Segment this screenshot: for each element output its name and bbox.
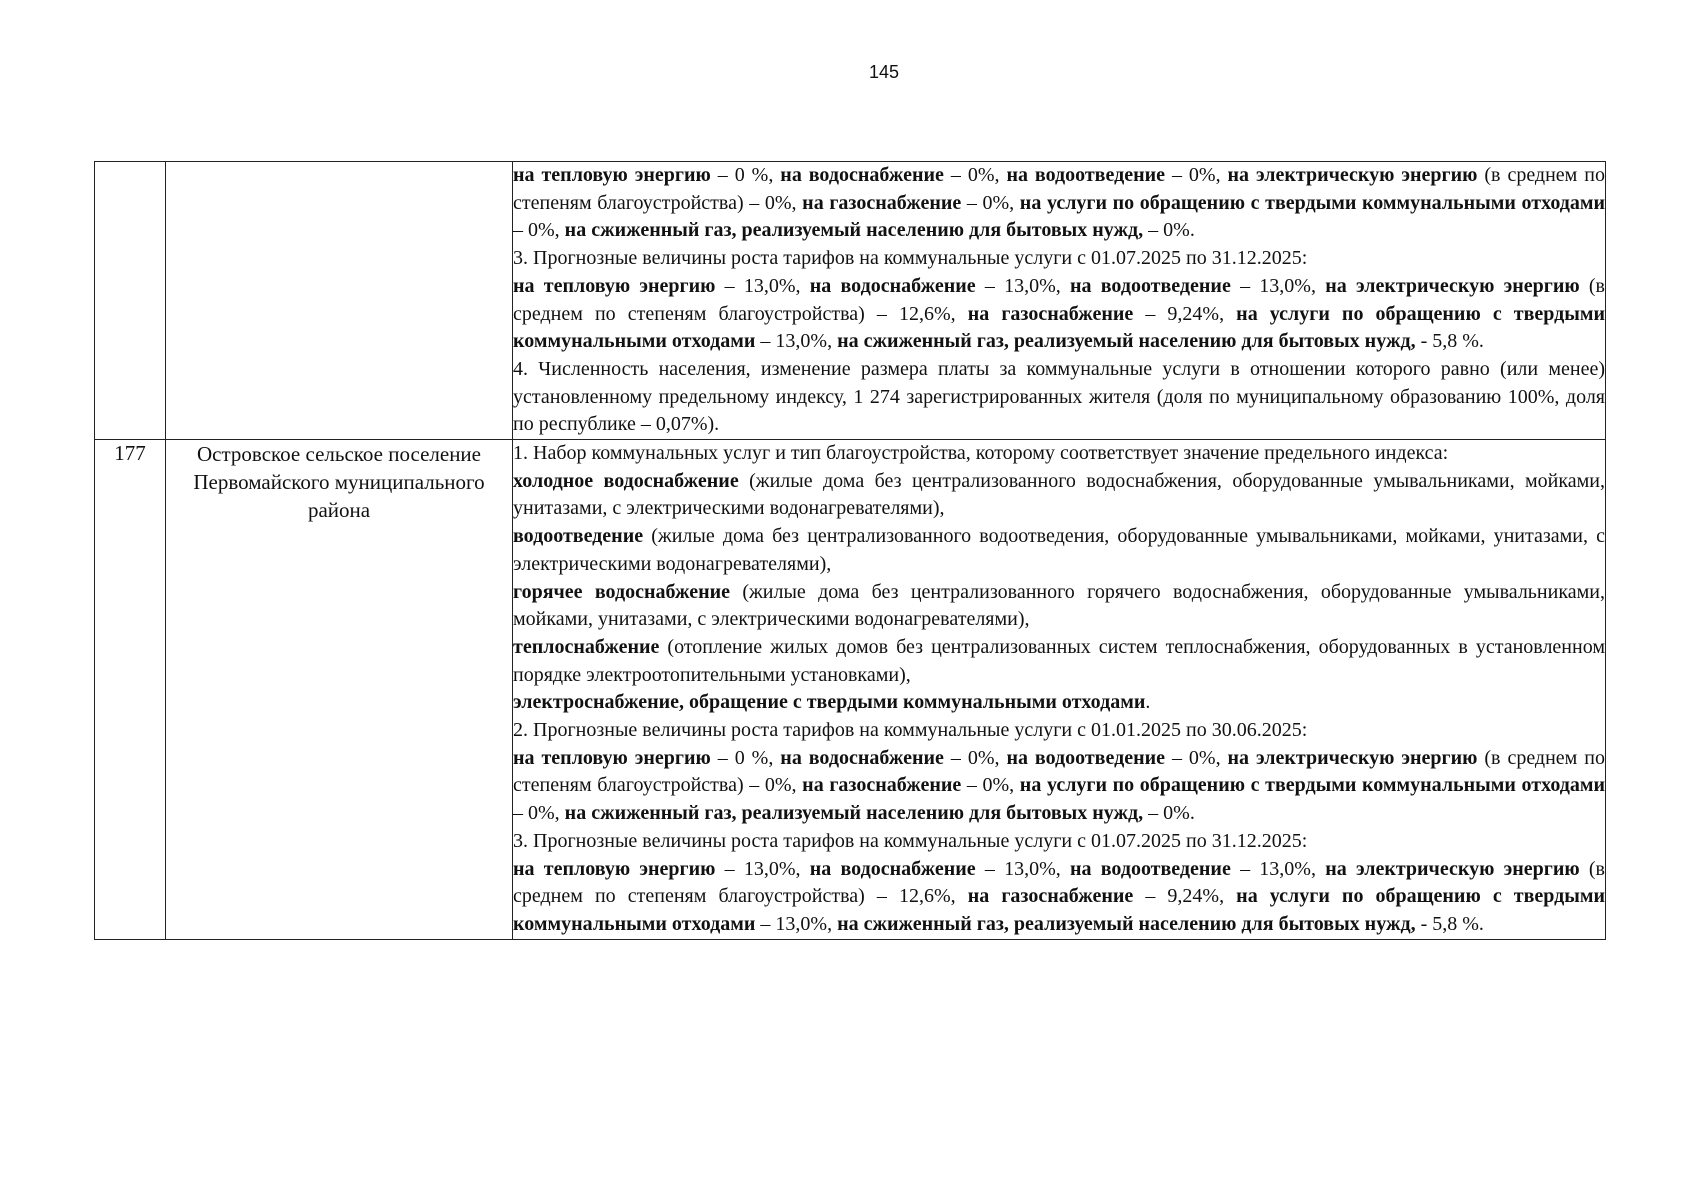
paragraph (513, 689, 1605, 717)
municipality-name-cell: Островское сельское поселение Первомайского муниципального района (166, 440, 513, 940)
bold-text: на водоотведение (1069, 274, 1231, 297)
text-run: 3. Прогнозные величины роста тарифов на коммунальные услуги с 01.07.2025 по 31.12.2025: (513, 829, 1308, 852)
text-run: – 13,0%, (715, 857, 810, 880)
text-run: – 0%, (513, 802, 565, 825)
text-run: (отопление жилых домов без централизованных систем теплоснабжения, оборудованных в установленном порядке электроотопительными установками), (513, 635, 1605, 686)
text-run: – 0%, (513, 219, 565, 242)
bold-text: на тепловую энергию (513, 164, 711, 186)
bold-text: на тепловую энергию (513, 746, 711, 769)
bold-text: на водоснабжение (809, 857, 976, 880)
text-run: – 0%. (1143, 219, 1195, 242)
bold-text: на электрическую энергию (1325, 274, 1580, 297)
paragraph (513, 468, 1605, 523)
bold-text: водоотведение (513, 525, 644, 548)
paragraph (513, 717, 1605, 745)
row-number-cell: 177 (95, 440, 166, 940)
paragraph (513, 579, 1605, 634)
bold-text: на водоотведение (1069, 857, 1231, 880)
bold-text: на сжиженный газ, реализуемый населению для бытовых нужд, (564, 219, 1144, 242)
paragraph (513, 273, 1605, 356)
bold-text: на электрическую энергию (1227, 746, 1478, 769)
bold-text: на газоснабжение (967, 885, 1134, 908)
description-cell (513, 440, 1606, 940)
bold-text: холодное водоснабжение (513, 469, 739, 492)
paragraph (513, 523, 1605, 578)
text-run: - 5,8 %. (1415, 330, 1484, 353)
bold-text: на газоснабжение (967, 302, 1134, 325)
text-run: – 13,0%, (755, 912, 838, 935)
bold-text: на газоснабжение (802, 774, 962, 797)
text-run: – 13,0%, (715, 274, 810, 297)
text-run: – 9,24%, (1133, 302, 1237, 325)
bold-text: на сжиженный газ, реализуемый населению для бытовых нужд, (837, 912, 1416, 935)
bold-text: на водоотведение (1006, 746, 1166, 769)
text-run: – 13,0%, (755, 330, 838, 353)
paragraph (513, 828, 1605, 856)
text-run: 4. Численность населения, изменение размера платы за коммунальные услуги в отношении которого равно (или менее) установленному предельному индексу, 1 274 зарегистрированных жителя (доля по муниципальному образованию 100%, доля по республике – 0,07%). (513, 357, 1605, 436)
text-run: – 9,24%, (1133, 885, 1237, 908)
description-cell (513, 162, 1606, 440)
bold-text: электроснабжение, обращение с твердыми коммунальными отходами (513, 691, 1146, 714)
bold-text: на сжиженный газ, реализуемый населению для бытовых нужд, (564, 802, 1144, 825)
bold-text: горячее водоснабжение (513, 580, 731, 603)
text-run: – 13,0%, (975, 857, 1070, 880)
bold-text: на сжиженный газ, реализуемый населению для бытовых нужд, (837, 330, 1416, 353)
bold-text: на услуги по обращению с твердыми коммунальными отходами (1019, 774, 1606, 797)
text-run: (в среднем по степеням благоустройства) – 12,6%, (513, 857, 1605, 908)
paragraph (513, 856, 1605, 939)
paragraph (513, 356, 1605, 439)
bold-text: на газоснабжение (802, 191, 962, 214)
bold-text: на электрическую энергию (1227, 164, 1478, 186)
paragraph (513, 745, 1605, 828)
text-run: – 13,0%, (1230, 274, 1326, 297)
text-run: (жилые дома без централизованного горячего водоснабжения, оборудованные умывальниками, мойками, унитазами, с электрическими водонагревателями), (513, 580, 1605, 631)
text-run: (в среднем по степеням благоустройства) – 12,6%, (513, 274, 1605, 325)
bold-text: на водоснабжение (780, 746, 944, 769)
text-run: – 0%. (1143, 802, 1195, 825)
bold-text: на услуги по обращению с твердыми коммунальными отходами (513, 302, 1606, 353)
paragraph (513, 440, 1605, 468)
paragraph (513, 162, 1605, 245)
text-run: – 0 %, (710, 164, 781, 186)
paragraph (513, 245, 1605, 273)
text-run: – 0 %, (710, 746, 781, 769)
text-run: 2. Прогнозные величины роста тарифов на коммунальные услуги с 01.01.2025 по 30.06.2025: (513, 719, 1308, 742)
text-run: . (1145, 691, 1151, 714)
bold-text: на тепловую энергию (513, 857, 716, 880)
tariff-table (94, 161, 1606, 940)
bold-text: на тепловую энергию (513, 274, 716, 297)
text-run: – 0%, (961, 191, 1020, 214)
text-run: 3. Прогнозные величины роста тарифов на коммунальные услуги с 01.07.2025 по 31.12.2025: (513, 247, 1308, 270)
text-run: – 0%, (1165, 164, 1228, 186)
bold-text: теплоснабжение (513, 635, 660, 658)
bold-text: на услуги по обращению с твердыми коммунальными отходами (513, 885, 1606, 935)
text-run: – 0%, (943, 746, 1007, 769)
text-run: (жилые дома без централизованного водоотведения, оборудованные умывальниками, мойками, унитазами, с электрическими водонагревателями), (513, 525, 1605, 575)
text-run: – 0%, (961, 774, 1020, 797)
municipality-name-cell (166, 162, 513, 440)
text-run: – 13,0%, (975, 274, 1070, 297)
bold-text: на услуги по обращению с твердыми коммунальными отходами (1019, 191, 1606, 214)
bold-text: на водоснабжение (780, 164, 944, 186)
table-row (95, 162, 1606, 440)
row-number-cell (95, 162, 166, 440)
text-run: – 0%, (1165, 746, 1228, 769)
text-run: (жилые дома без централизованного водоснабжения, оборудованные умывальниками, мойками, унитазами, с электрическими водонагревателями), (513, 469, 1605, 520)
text-run: – 0%, (943, 164, 1007, 186)
text-run: 1. Набор коммунальных услуг и тип благоустройства, которому соответствует значение предельного индекса: (513, 442, 1449, 465)
bold-text: на водоснабжение (809, 274, 976, 297)
paragraph (513, 634, 1605, 689)
text-run: – 13,0%, (1230, 857, 1326, 880)
bold-text: на водоотведение (1006, 164, 1166, 186)
bold-text: на электрическую энергию (1325, 857, 1580, 880)
text-run: - 5,8 %. (1415, 912, 1484, 935)
table-row (95, 440, 1606, 940)
page-number: 145 (868, 62, 900, 82)
text-run: (в среднем по степеням благоустройства) – 0%, (513, 164, 1605, 214)
text-run: (в среднем по степеням благоустройства) – 0%, (513, 746, 1605, 797)
